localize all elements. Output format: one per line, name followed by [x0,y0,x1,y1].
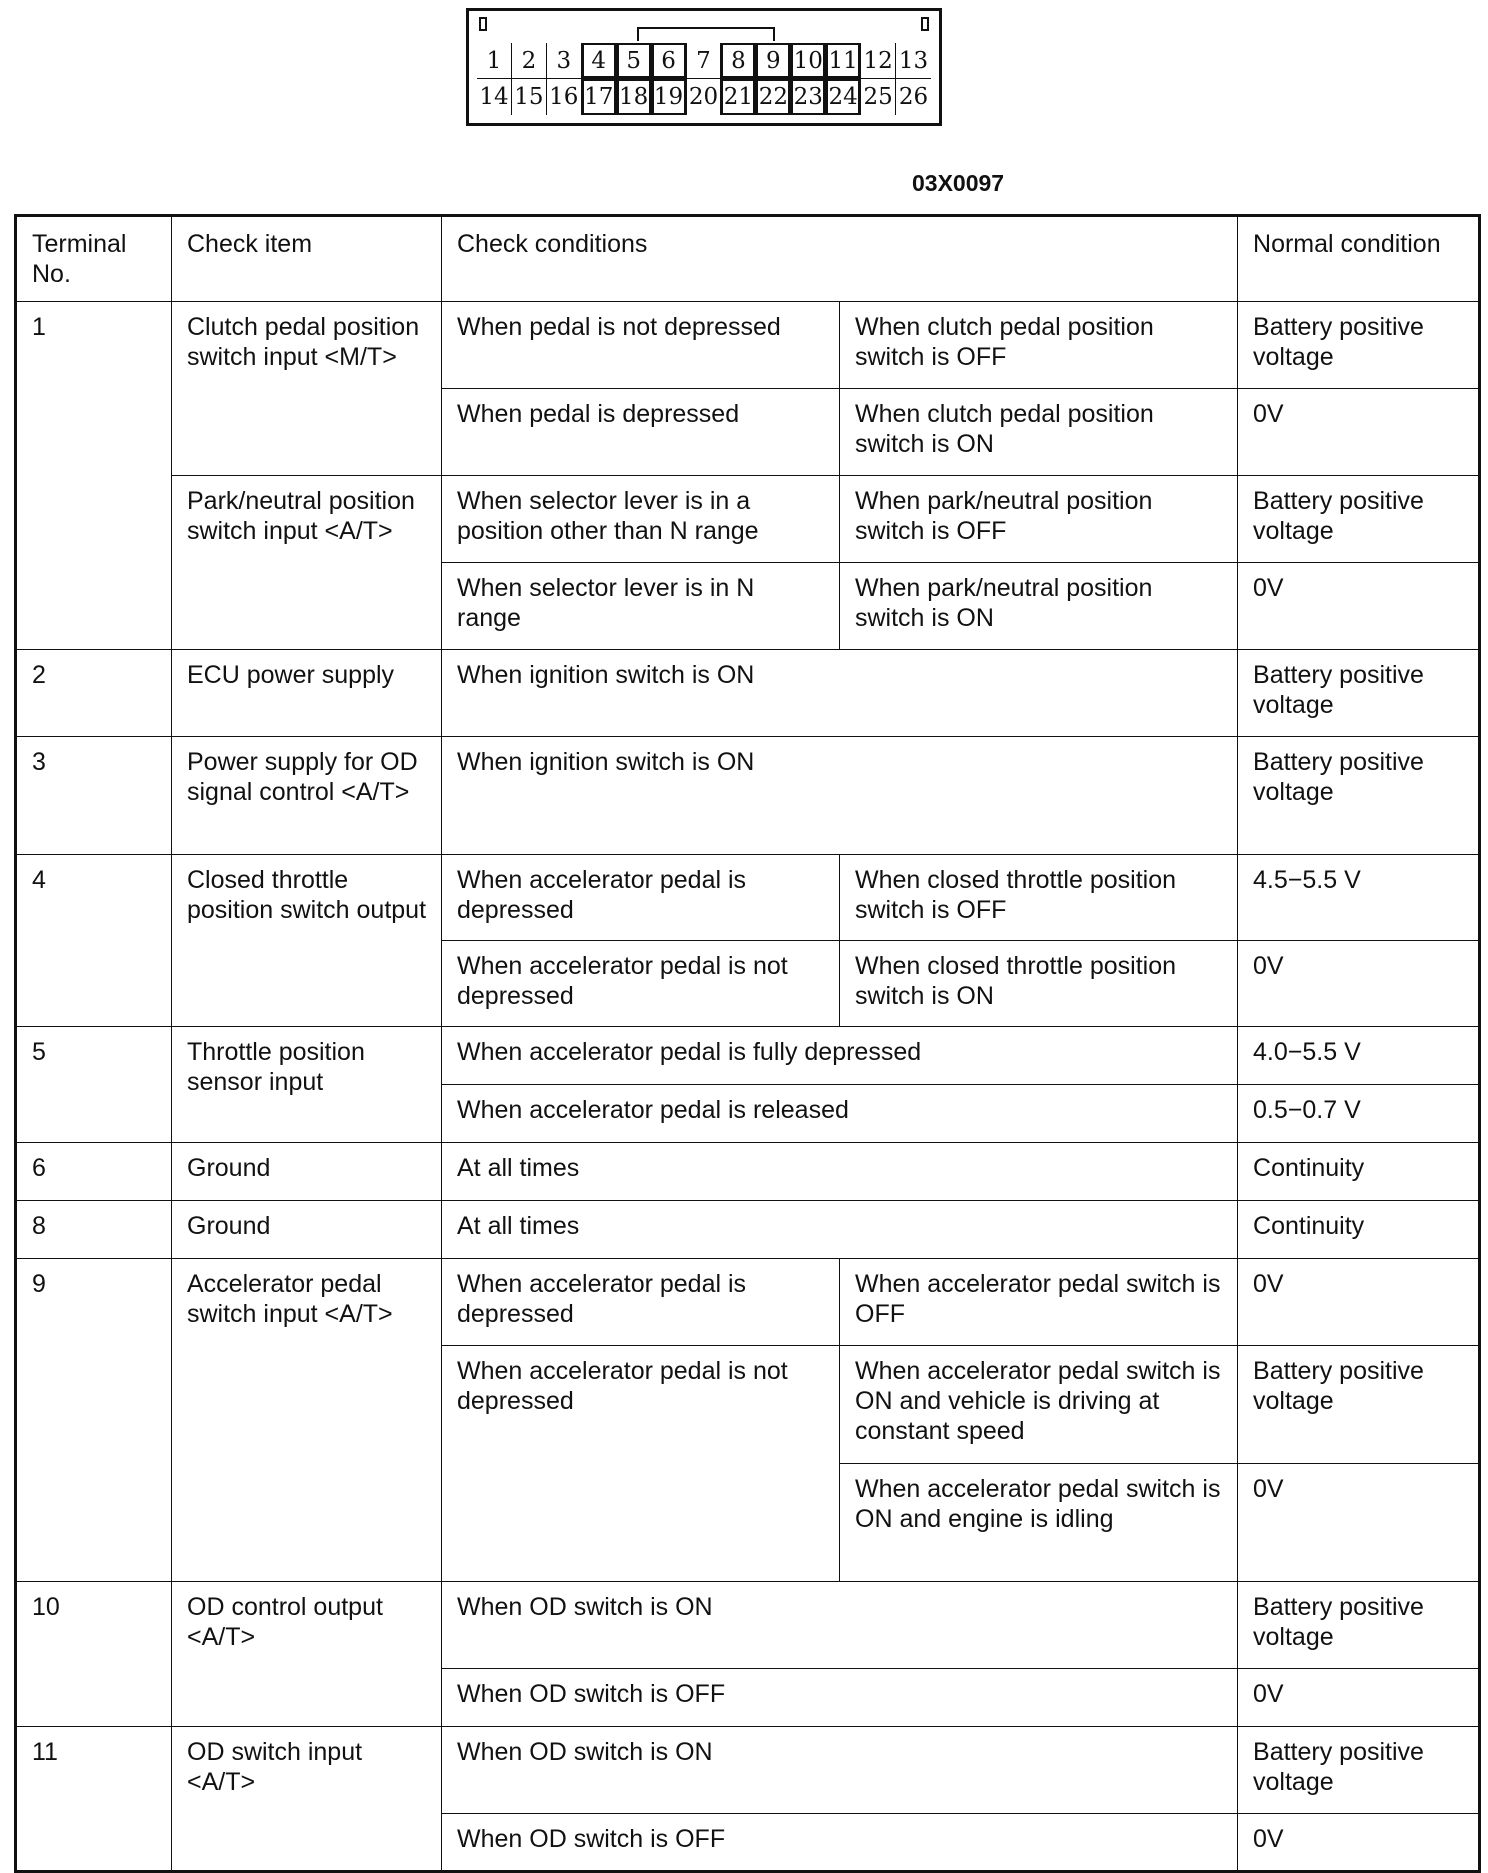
check-sub-condition: When clutch pedal position switch is OFF [840,302,1238,389]
pin: 4 [582,43,617,79]
check-sub-condition: When closed throttle position switch is ON [840,941,1238,1027]
normal-condition: 0V [1238,941,1480,1027]
check-condition: When pedal is depressed [442,389,840,476]
pin: 22 [756,79,791,115]
connector-latch [637,27,775,41]
terminal-no: 9 [16,1259,172,1582]
pin: 3 [547,43,582,79]
check-item: Ground [172,1143,442,1201]
check-condition: When OD switch is OFF [442,1669,1238,1727]
table-row [16,650,1480,737]
check-sub-condition: When park/neutral position switch is OFF [840,476,1238,563]
check-sub-condition: When clutch pedal position switch is ON [840,389,1238,476]
check-sub-condition: When closed throttle position switch is OFF [840,855,1238,941]
pin: 9 [756,43,791,79]
check-condition: When accelerator pedal is not depressed [442,941,840,1027]
terminal-no: 4 [16,855,172,1027]
pin: 17 [582,79,617,115]
normal-condition: 0V [1238,1669,1480,1727]
table-row [16,737,1480,855]
pin: 20 [687,79,722,115]
connector-tab-left [479,17,487,31]
check-item: Power supply for OD signal control <A/T> [172,737,442,855]
check-condition: When accelerator pedal is depressed [442,1259,840,1346]
terminal-no: 2 [16,650,172,737]
table-row [16,1259,1480,1346]
terminal-no: 5 [16,1027,172,1143]
terminal-no: 8 [16,1201,172,1259]
check-item: ECU power supply [172,650,442,737]
pin: 16 [547,79,582,115]
check-condition: When accelerator pedal is not depressed [442,1346,840,1582]
normal-condition: 0V [1238,1259,1480,1346]
figure-code: 03X0097 [912,170,1005,196]
terminal-no: 11 [16,1727,172,1872]
check-condition: At all times [442,1201,1238,1259]
normal-condition: 4.0−5.5 V [1238,1027,1480,1085]
header-check-conditions: Check conditions [442,216,1238,302]
normal-condition: Continuity [1238,1201,1480,1259]
check-condition: When ignition switch is ON [442,737,1238,855]
pin: 18 [617,79,652,115]
pin: 8 [721,43,756,79]
check-item: Clutch pedal position switch input <M/T> [172,302,442,476]
pin: 14 [477,79,512,115]
table-row [16,476,1480,563]
table-row [16,302,1480,389]
pin: 11 [826,43,861,79]
pin: 25 [861,79,896,115]
normal-condition: 0V [1238,563,1480,650]
check-item: Park/neutral position switch input <A/T> [172,476,442,650]
normal-condition: Battery positive voltage [1238,650,1480,737]
normal-condition: 0.5−0.7 V [1238,1085,1480,1143]
pin: 2 [512,43,547,79]
check-sub-condition: When accelerator pedal switch is OFF [840,1259,1238,1346]
pin: 19 [652,79,687,115]
normal-condition: Battery positive voltage [1238,1346,1480,1464]
pin: 6 [652,43,687,79]
check-item: Closed throttle position switch output [172,855,442,1027]
header-normal-condition: Normal condition [1238,216,1480,302]
terminal-no: 10 [16,1582,172,1727]
check-item: Accelerator pedal switch input <A/T> [172,1259,442,1582]
normal-condition: 0V [1238,1814,1480,1872]
pin: 15 [512,79,547,115]
pin: 7 [687,43,722,79]
check-item: OD switch input <A/T> [172,1727,442,1872]
terminal-no: 6 [16,1143,172,1201]
check-condition: When ignition switch is ON [442,650,1238,737]
check-condition: When accelerator pedal is released [442,1085,1238,1143]
normal-condition: 4.5−5.5 V [1238,855,1480,941]
terminal-check-table [14,214,1481,1873]
table-row [16,1143,1480,1201]
pin: 23 [791,79,826,115]
check-item: Throttle position sensor input [172,1027,442,1143]
table-row [16,1582,1480,1669]
check-item: Ground [172,1201,442,1259]
connector-tab-right [921,17,929,31]
normal-condition: Battery positive voltage [1238,476,1480,563]
pin: 24 [826,79,861,115]
check-condition: When pedal is not depressed [442,302,840,389]
check-condition: When selector lever is in a position other than N range [442,476,840,563]
check-sub-condition: When accelerator pedal switch is ON and engine is idling [840,1464,1238,1582]
normal-condition: Battery positive voltage [1238,302,1480,389]
check-condition: At all times [442,1143,1238,1201]
terminal-no: 3 [16,737,172,855]
normal-condition: Battery positive voltage [1238,1727,1480,1814]
table-row [16,1027,1480,1085]
check-condition: When selector lever is in N range [442,563,840,650]
check-item: OD control output <A/T> [172,1582,442,1727]
normal-condition: 0V [1238,1464,1480,1582]
table-row [16,1727,1480,1814]
pin: 13 [896,43,931,79]
pin: 5 [617,43,652,79]
header-terminal-no: Terminal No. [16,216,172,302]
check-sub-condition: When accelerator pedal switch is ON and vehicle is driving at constant speed [840,1346,1238,1464]
check-condition: When accelerator pedal is fully depressed [442,1027,1238,1085]
connector-pin-grid [477,43,931,115]
pin: 26 [898,84,929,110]
table-header-row [16,216,1480,302]
pin: 10 [791,43,826,79]
check-sub-condition: When park/neutral position switch is ON [840,563,1238,650]
table-row [16,1201,1480,1259]
pin: 12 [861,43,896,79]
check-condition: When OD switch is ON [442,1727,1238,1814]
check-condition: When accelerator pedal is depressed [442,855,840,941]
check-condition: When OD switch is ON [442,1582,1238,1669]
pin: 1 [477,43,512,79]
normal-condition: 0V [1238,389,1480,476]
pin: 21 [721,79,756,115]
header-check-item: Check item [172,216,442,302]
check-condition: When OD switch is OFF [442,1814,1238,1872]
connector-diagram [466,8,942,126]
terminal-no: 1 [16,302,172,650]
normal-condition: Battery positive voltage [1238,1582,1480,1669]
table-row [16,855,1480,941]
normal-condition: Continuity [1238,1143,1480,1201]
normal-condition: Battery positive voltage [1238,737,1480,855]
